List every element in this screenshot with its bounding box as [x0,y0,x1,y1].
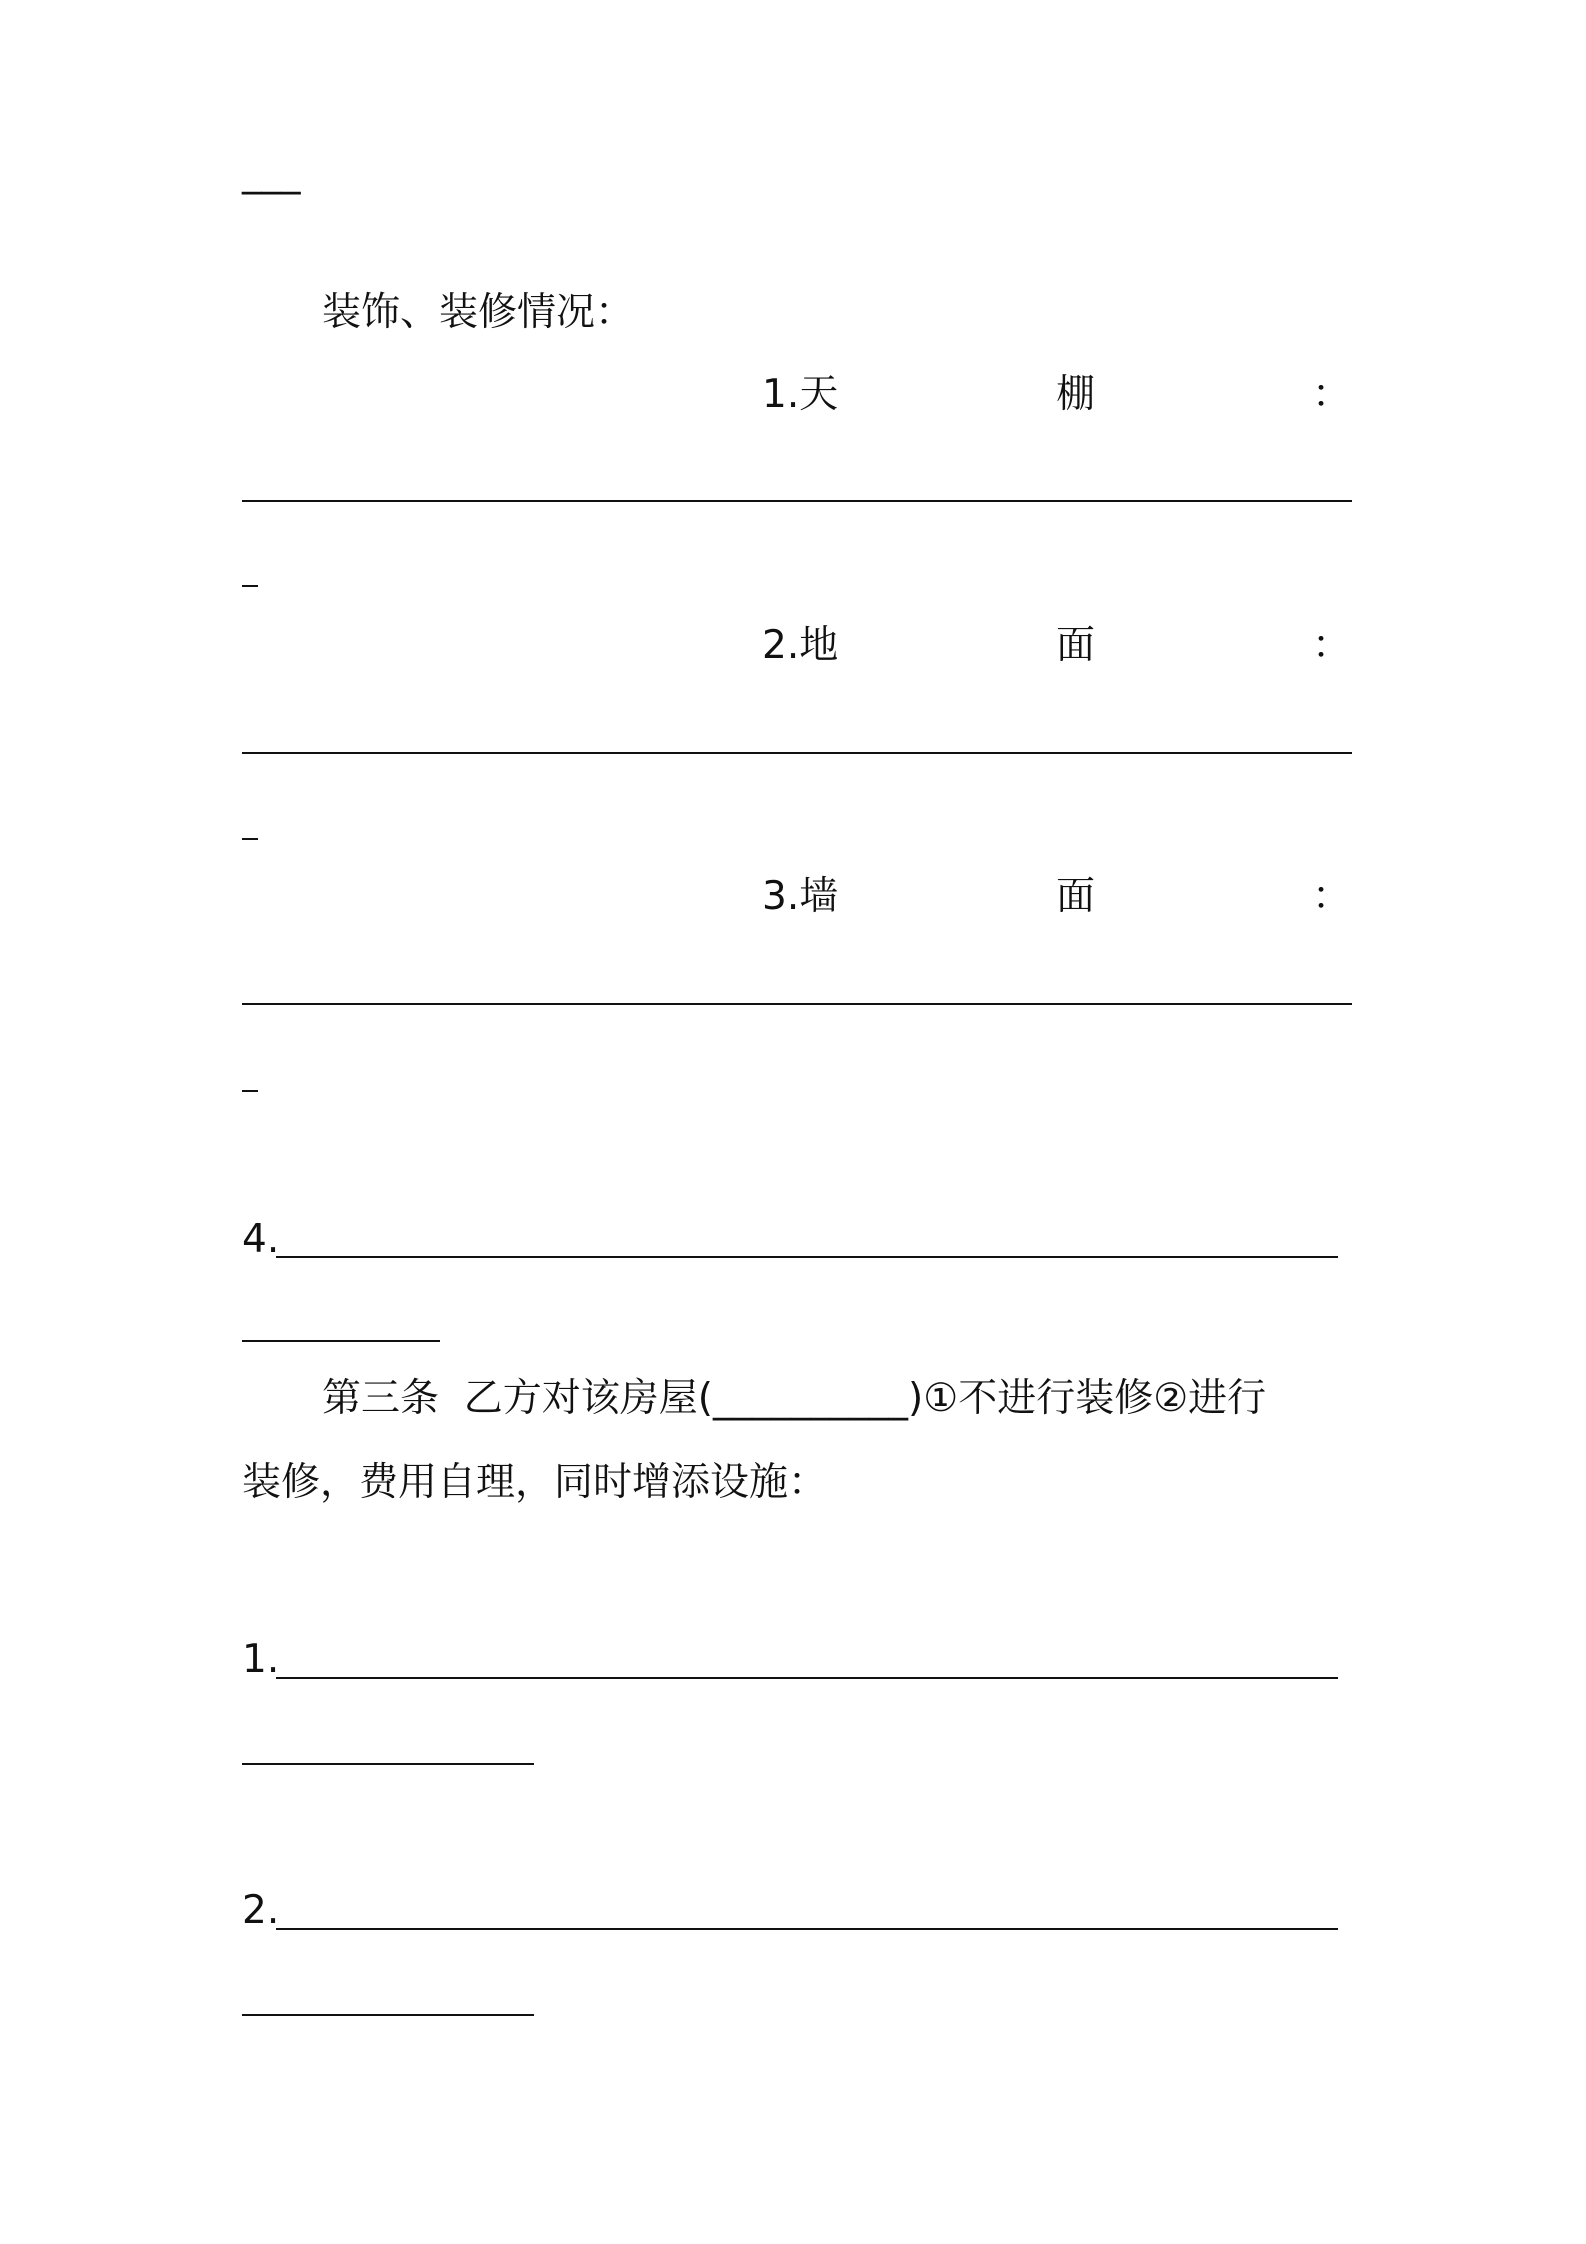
item-colon: ： [1312,623,1352,668]
fill-blank-tail [242,1340,440,1342]
decoration-heading: 装饰、装修情况： [322,290,635,335]
item-word: 棚 [1056,372,1096,417]
fill-blank-tail [242,585,258,587]
fill-blank-line [276,1677,1338,1679]
lead-dash: ___ [242,150,301,195]
fill-blank-tail [242,1763,534,1765]
fill-blank-line [242,752,1352,754]
fill-blank-tail [242,1090,258,1092]
item-number: 2.地 [762,623,839,668]
fill-blank-line [242,500,1352,502]
item-number: 3.墙 [762,874,839,919]
article3-line2: 装修，费用自理，同时增添设施： [242,1460,828,1505]
facility-item2-label: 2. [242,1888,280,1933]
fill-blank-line [276,1928,1338,1930]
item-colon: ： [1312,874,1352,919]
item-number: 1.天 [762,372,839,417]
item-colon: ： [1312,372,1352,417]
facility-item1-label: 1. [242,1637,280,1682]
article3-line1: 第三条 乙方对该房屋(__________)①不进行装修②进行 [322,1376,1267,1421]
fill-blank-tail [242,2014,534,2016]
fill-blank-line [242,1003,1352,1005]
item-word: 面 [1056,874,1096,919]
item-word: 面 [1056,623,1096,668]
fill-blank-tail [242,838,258,840]
item4-label: 4. [242,1217,280,1262]
fill-blank-line [276,1256,1338,1258]
